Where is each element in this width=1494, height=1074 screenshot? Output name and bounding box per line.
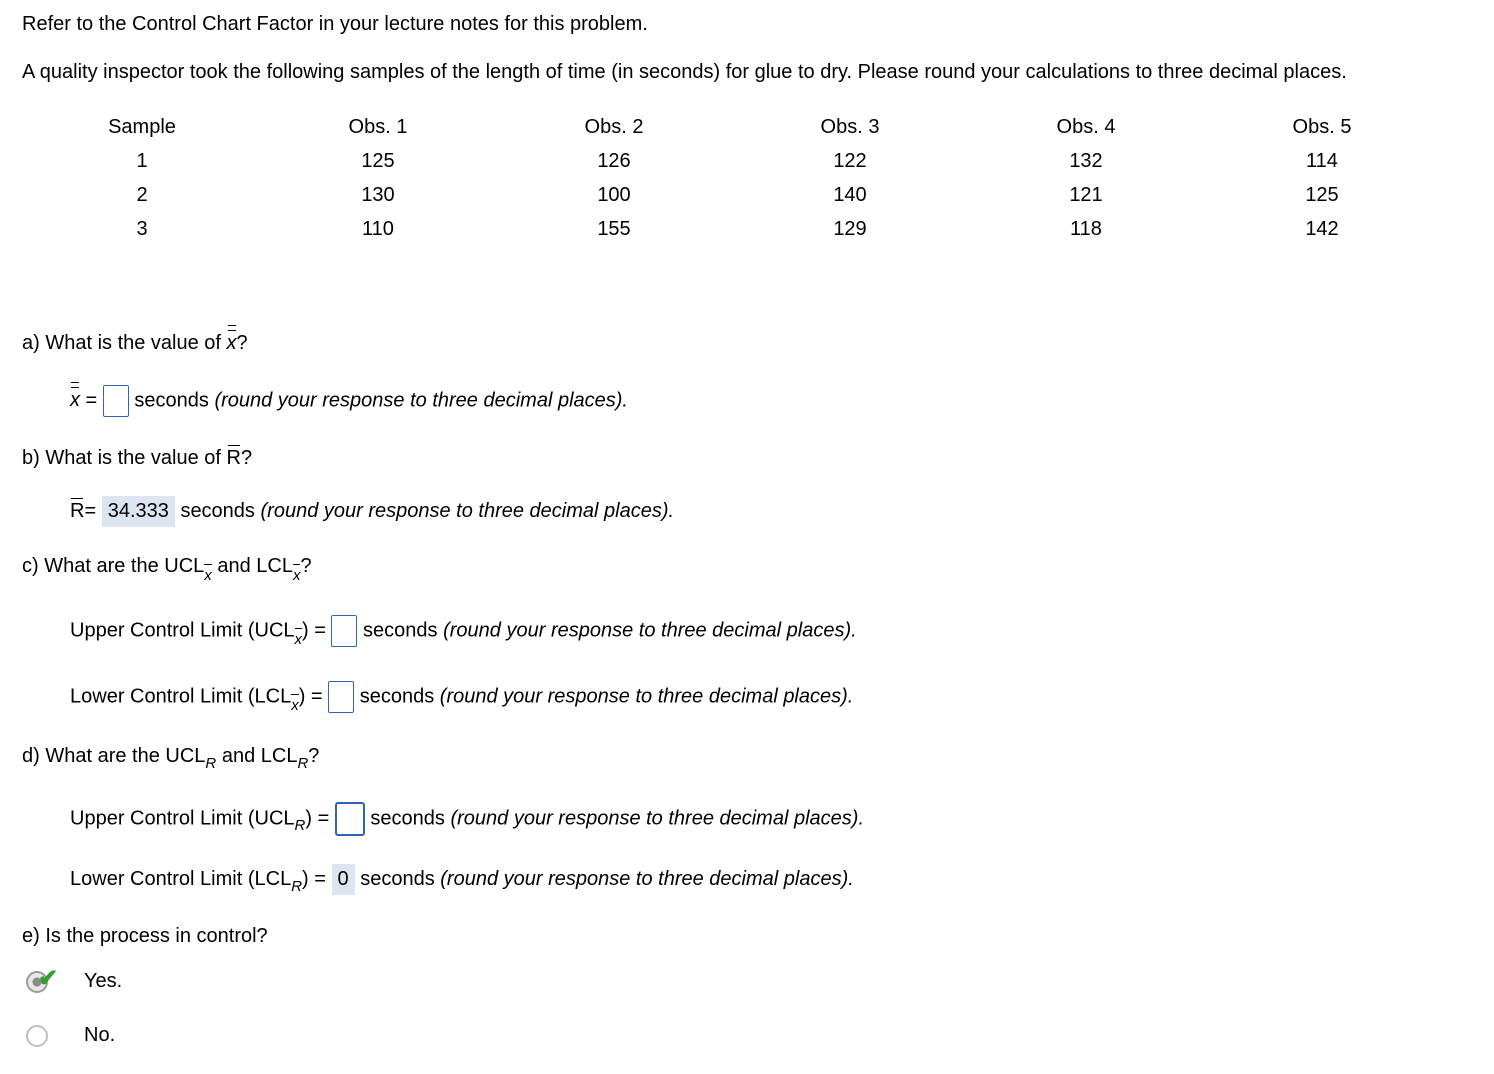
ucl-r-label: Upper Control Limit (UCL: [70, 807, 295, 830]
lcl-r-row: Lower Control Limit $(LCL_R) = 0$ seconds (round your response to three decimal places).: [70, 864, 854, 895]
r-bar-label: R: [70, 500, 85, 522]
table-row: [24, 212, 1440, 246]
table-cell: 1: [136, 149, 148, 172]
r-bar-answer[interactable]: 34.333: [102, 496, 175, 527]
ucl-x-row: Upper Control Limit (UCL x) = seconds (round your response to three decimal places).: [70, 615, 857, 647]
table-cell: 2: [136, 183, 148, 206]
x-bar-subscript: x: [291, 697, 299, 714]
lcl-x-row: Lower Control Limit (LCL x) = seconds (round your response to three decimal places).: [70, 681, 853, 713]
table-cell: 110: [362, 217, 394, 240]
option-no-label[interactable]: No.: [84, 1024, 116, 1046]
lcl-x-input[interactable]: [328, 681, 354, 713]
unit-label: seconds: [359, 685, 435, 708]
r-subscript: R: [291, 878, 303, 895]
ucl-r-input[interactable]: [335, 802, 365, 836]
r-subscript: R: [205, 755, 217, 772]
instruction-line-1: Refer to the Control Chart Factor in your lecture notes for this problem.: [22, 13, 648, 35]
question-a: a) What is the value of x?: [22, 332, 248, 355]
table-cell: 100: [597, 183, 631, 206]
round-note: (round your response to three decimal places).: [443, 619, 857, 642]
instruction-line-2: A quality inspector took the following samples of the length of time (in seconds) for glue to dry. Please round your calculations to three decimal places.: [22, 61, 1347, 83]
lcl-r-answer[interactable]: 0: [332, 864, 355, 895]
table-cell: 142: [1305, 217, 1339, 240]
r-subscript: R: [294, 817, 306, 835]
table-cell: 118: [1070, 217, 1102, 240]
ucl-x-input[interactable]: [331, 615, 357, 647]
table-header: Obs. 3: [820, 115, 880, 138]
radio-no[interactable]: [26, 1025, 48, 1047]
table-header: Obs. 2: [584, 115, 644, 138]
x-bar-subscript: x: [293, 567, 301, 584]
round-note: (round your response to three decimal places).: [260, 500, 675, 522]
ucl-r-row: Upper Control Limit $(UCL_R)$ = seconds (round your response to three decimal places).: [70, 802, 864, 836]
unit-label: seconds: [134, 389, 209, 412]
table-cell: 129: [833, 217, 867, 240]
x-bar-subscript: x: [204, 567, 212, 584]
x-bar-subscript: x: [295, 631, 303, 648]
table-cell: 130: [361, 183, 395, 206]
question-e: e) Is the process in control?: [22, 925, 268, 947]
table-cell: 125: [1305, 183, 1339, 206]
table-cell: 155: [597, 217, 631, 240]
table-row: [24, 144, 1440, 178]
table-row: [24, 178, 1440, 212]
question-a-text: a) What is the value of: [22, 332, 227, 354]
samples-table: [24, 110, 1440, 246]
table-cell: 114: [1306, 149, 1338, 172]
table-header: Obs. 4: [1056, 115, 1116, 138]
check-mark-icon: ✔: [38, 965, 59, 992]
unit-label: seconds: [360, 868, 435, 890]
table-cell: 122: [833, 149, 867, 172]
x-double-bar-symbol: x: [227, 332, 237, 355]
round-note: (round your response to three decimal places).: [450, 807, 864, 830]
ucl-x-label: Upper Control Limit (UCL: [70, 619, 295, 642]
question-c: c) What are the UCL x and LCL x?: [22, 555, 312, 584]
table-cell: 132: [1069, 149, 1103, 172]
lcl-r-label: Lower Control Limit (LCL: [70, 868, 292, 890]
table-cell: 125: [361, 149, 395, 172]
r-bar-symbol: R: [226, 447, 241, 469]
round-note: (round your response to three decimal places).: [439, 685, 854, 708]
unit-label: seconds: [180, 500, 255, 522]
lcl-x-label: Lower Control Limit (LCL: [70, 685, 292, 708]
round-note: (round your response to three decimal places).: [440, 868, 854, 890]
r-subscript: R: [297, 755, 309, 772]
table-header: Obs. 1: [348, 115, 408, 138]
unit-label: seconds: [363, 619, 438, 642]
question-b: b) What is the value of R?: [22, 447, 253, 469]
answer-a-row: x = seconds (round your response to three decimal places).: [70, 385, 628, 417]
table-cell: 121: [1069, 183, 1103, 206]
table-cell: 126: [597, 149, 631, 172]
table-header: Obs. 5: [1292, 115, 1352, 138]
unit-label: seconds: [370, 807, 445, 830]
table-header-row: [24, 110, 1440, 144]
round-note: (round your response to three decimal places).: [214, 389, 628, 412]
table-cell: 140: [833, 183, 867, 206]
question-d: d) What are the $UCL_R$ and $LCL_R$?: [22, 745, 320, 772]
table-header: Sample: [108, 115, 176, 138]
table-cell: 3: [136, 217, 148, 240]
x-double-bar-label: x: [70, 389, 80, 412]
x-double-bar-input[interactable]: [103, 385, 129, 417]
option-yes-label[interactable]: Yes.: [84, 970, 123, 992]
answer-b-row: R= 34.333 seconds (round your response to three decimal places).: [70, 496, 674, 527]
question-b-text: b) What is the value of: [22, 447, 227, 469]
